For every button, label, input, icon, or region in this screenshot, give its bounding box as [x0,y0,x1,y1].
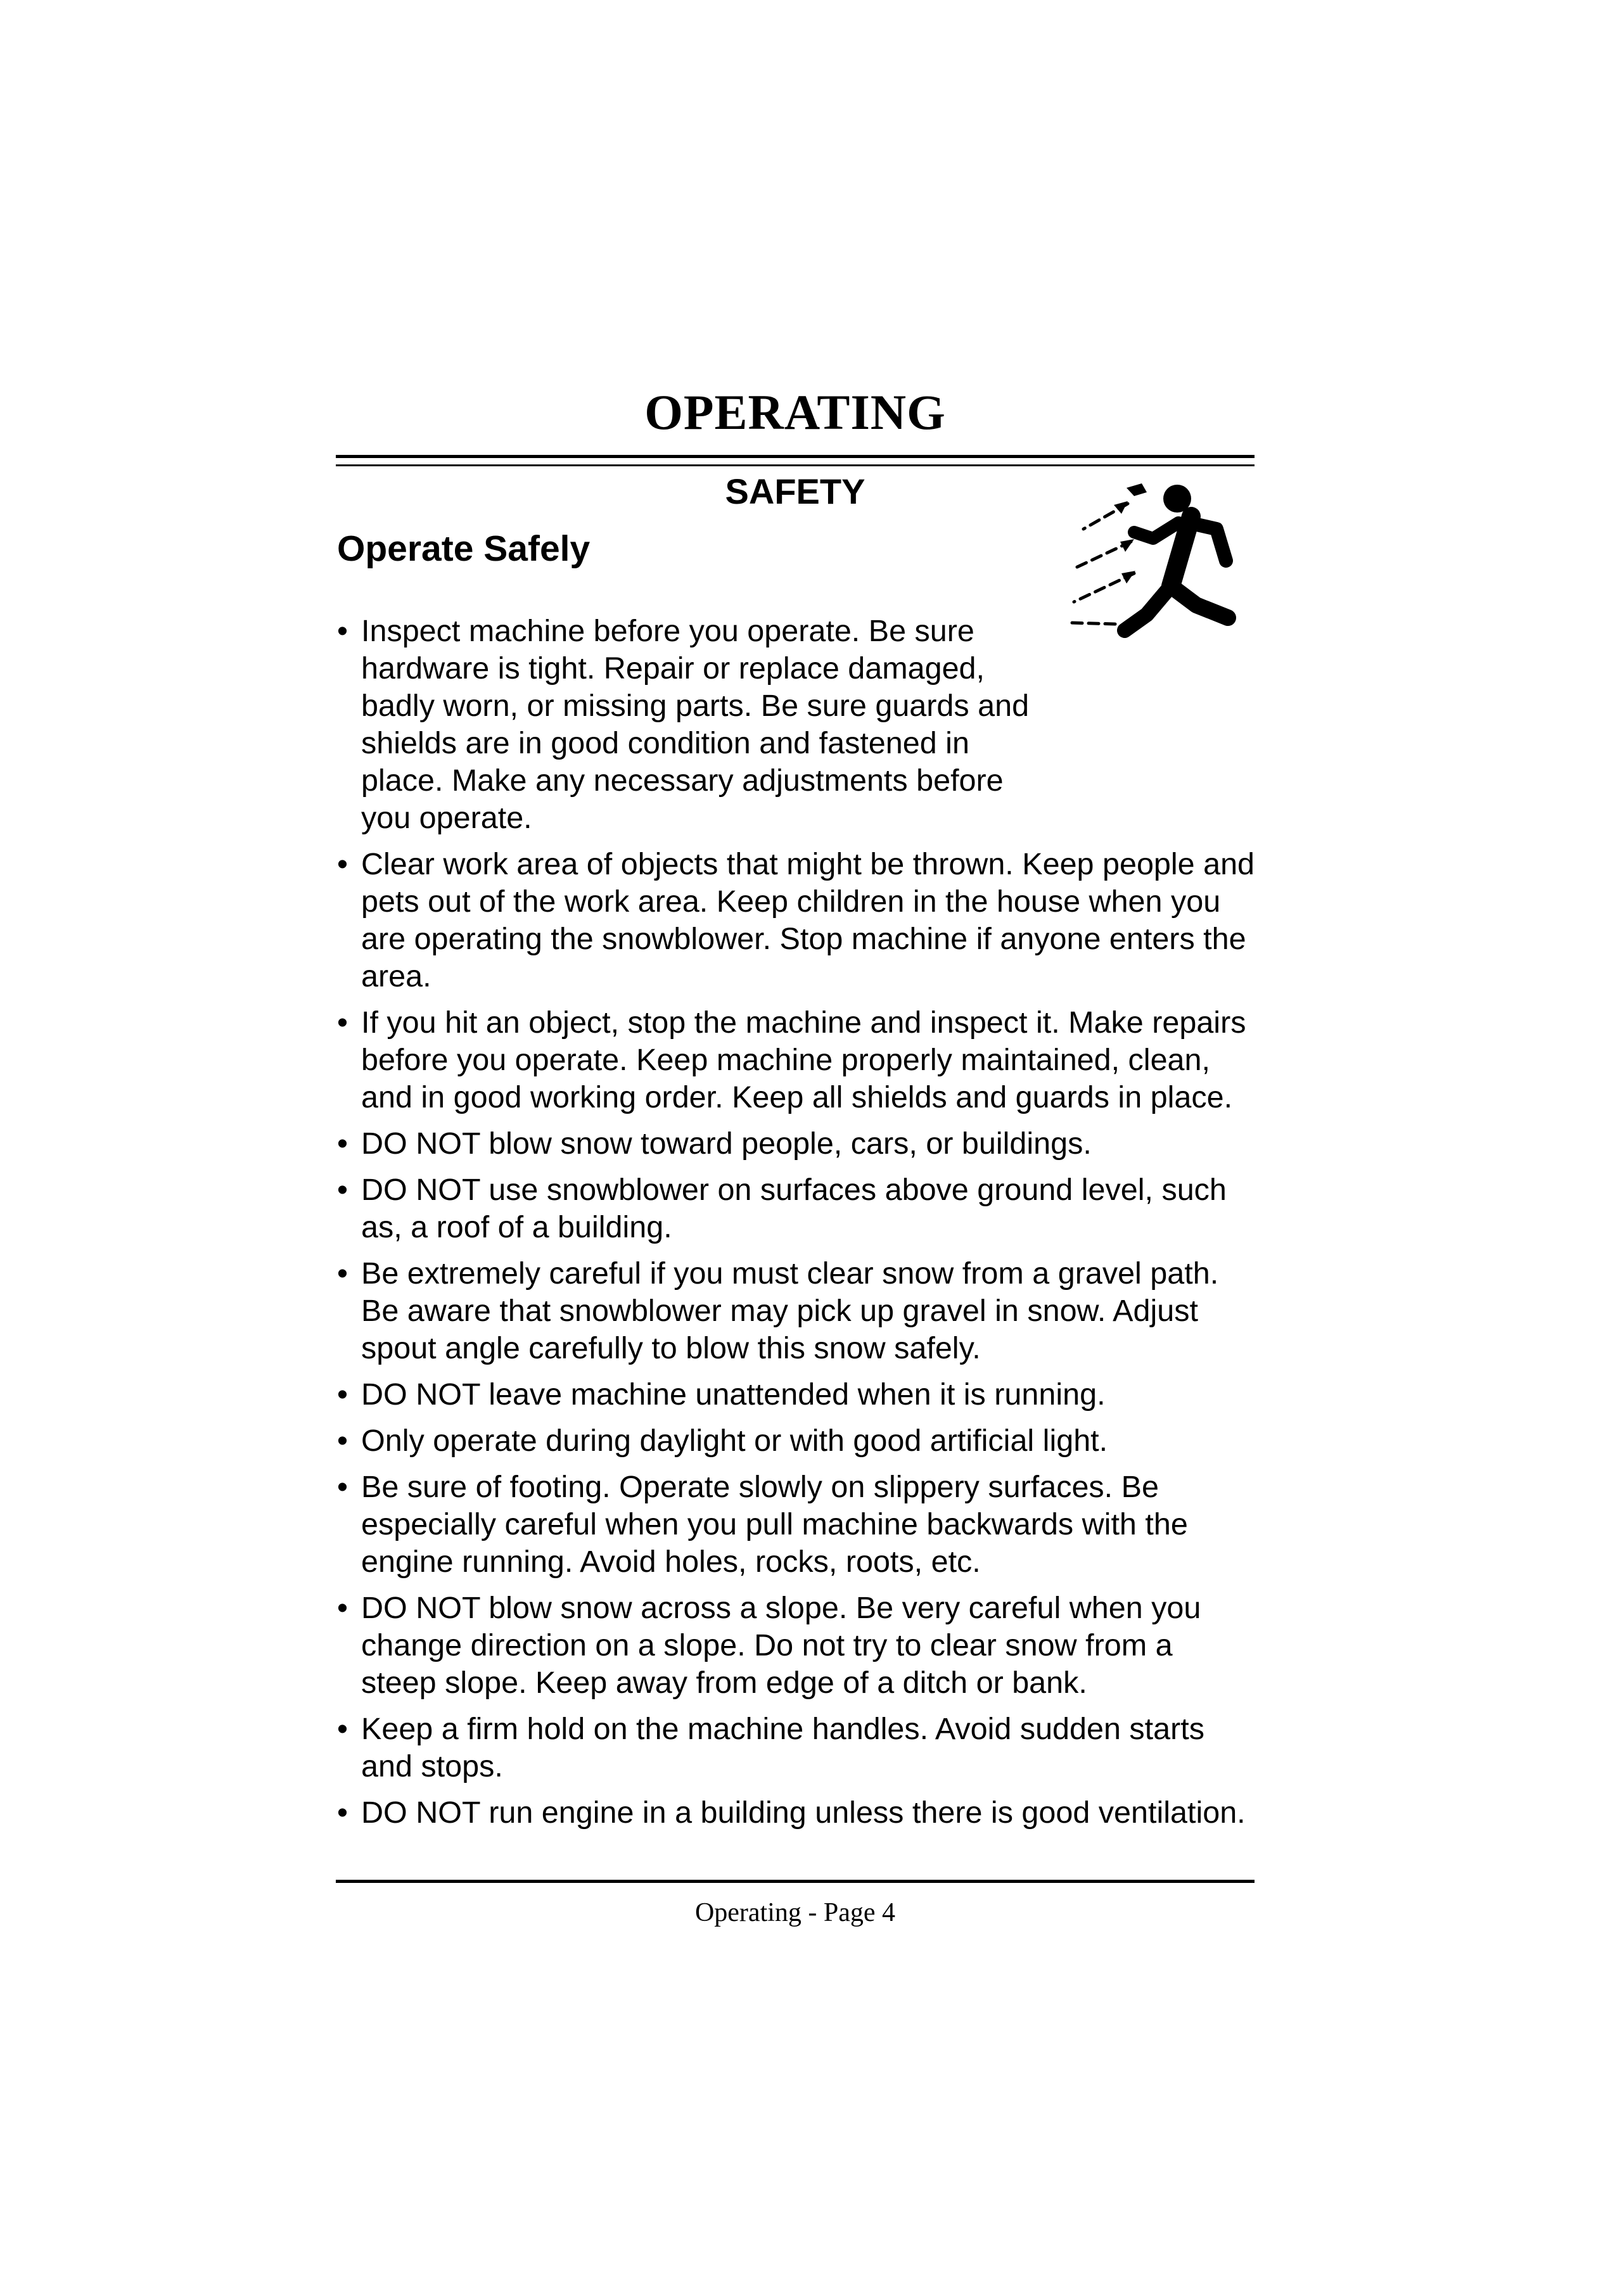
bullet-marker: • [337,1126,348,1161]
list-item: • Inspect machine before you operate. Be sure hardware is tight. Repair or replace damaged, badly worn, or missing parts. Be sure guards and shields are in good condition and fastened in place. Make any necessary adjustments before you operate. [337,614,1030,835]
page-footer: Operating - Page 4 [694,1898,896,1927]
bullet-marker: • [337,1795,348,1830]
bullet-marker: • [337,1173,348,1207]
bullet-marker: • [337,1256,348,1291]
bullet-marker: • [337,614,348,648]
bullet-marker: • [337,1377,348,1412]
bullet-marker: • [337,1591,348,1625]
bullet-marker: • [337,1470,348,1504]
page-title: OPERATING [644,385,946,440]
bullet-marker: • [337,1712,348,1746]
header-rule-thin [336,464,1255,466]
list-item: • Be extremely careful if you must clear snow from a gravel path. Be aware that snowblower may pick up gravel in snow. Adjust spout angle carefully to blow this snow safely. [337,1256,1219,1365]
list-item: • DO NOT blow snow across a slope. Be very careful when you change direction on a slope. Do not try to clear snow from a steep slope. Keep away from edge of a ditch or bank. [337,1591,1201,1700]
list-item: • DO NOT leave machine unattended when it is running. [337,1376,1256,1413]
list-item: • Only operate during daylight or with good artificial light. [337,1422,1256,1460]
list-item: • DO NOT run engine in a building unless there is good ventilation. [337,1794,1256,1832]
bullet-marker: • [337,847,348,881]
bullet-marker: • [337,1005,348,1040]
list-item: • Keep a firm hold on the machine handles. Avoid sudden starts and stops. [337,1712,1205,1783]
list-item: • DO NOT use snowblower on surfaces above ground level, such as, a roof of a building. [337,1173,1227,1244]
section-title: SAFETY [725,471,865,511]
subheading: Operate Safely [337,528,591,569]
list-item: • Be sure of footing. Operate slowly on slippery surfaces. Be especially careful when you pull machine backwards with the engine running. Avoid holes, rocks, roots, etc. [337,1470,1188,1579]
list-item: • If you hit an object, stop the machine and inspect it. Make repairs before you operate. Keep machine properly maintained, clean, and in good working order. Keep all shields and guards in place. [337,1005,1246,1114]
bullet-marker: • [337,1424,348,1458]
footer-rule [336,1880,1255,1883]
header-rule [336,455,1255,458]
safety-bullet-list [337,613,1256,1840]
list-item: • Clear work area of objects that might be thrown. Keep people and pets out of the work area. Keep children in the house when you are operating the snowblower. Stop machine if anyone enters the area. [337,847,1255,993]
list-item: • DO NOT blow snow toward people, cars, or buildings. [337,1125,1256,1163]
